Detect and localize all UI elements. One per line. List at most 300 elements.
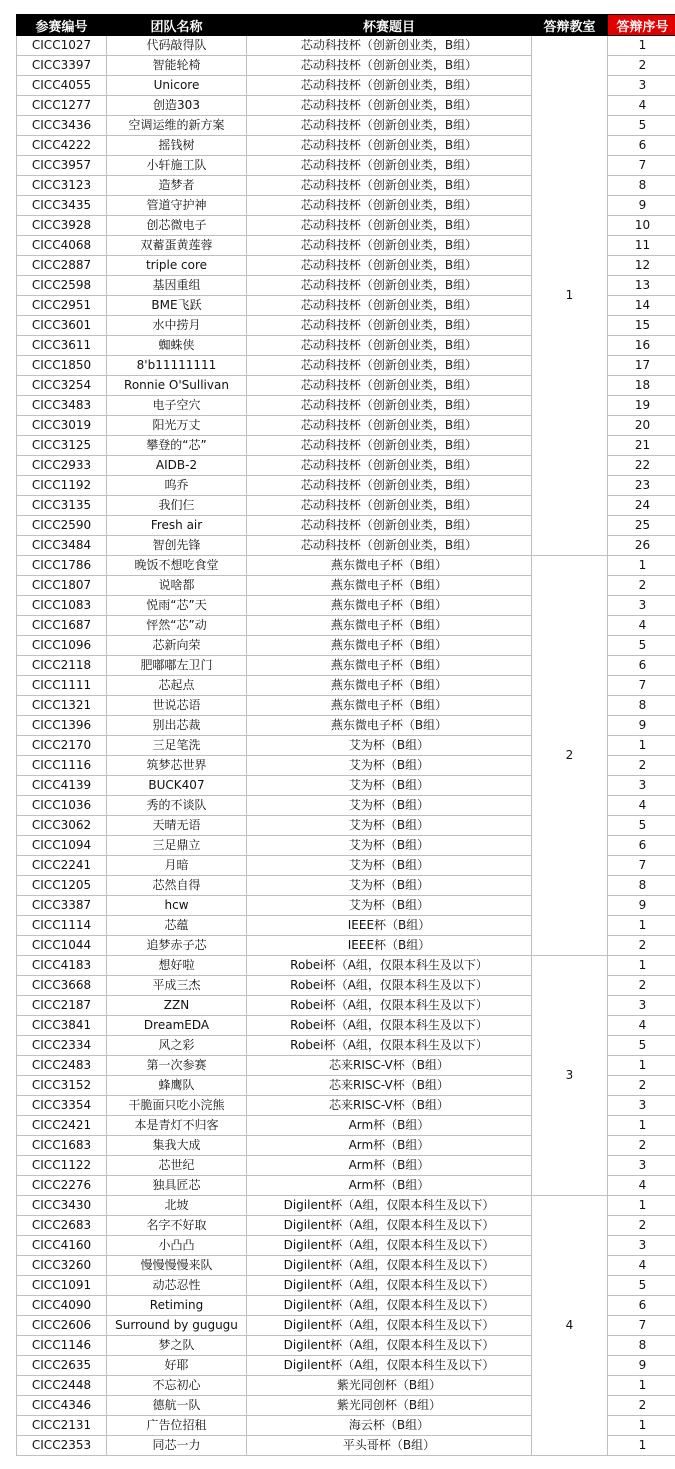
competition-cell: 芯动科技杯（创新创业类，B组） bbox=[247, 196, 532, 216]
competition-cell: 芯动科技杯（创新创业类，B组） bbox=[247, 296, 532, 316]
order-cell: 16 bbox=[608, 336, 675, 356]
competition-cell: Digilent杯（A组，仅限本科生及以下） bbox=[247, 1276, 532, 1296]
team-name-cell: 电子空穴 bbox=[107, 396, 247, 416]
order-cell: 1 bbox=[608, 36, 675, 56]
team-name-cell: 好耶 bbox=[107, 1356, 247, 1376]
team-name-cell: ZZN bbox=[107, 996, 247, 1016]
team-name-cell: 想好啦 bbox=[107, 956, 247, 976]
order-cell: 1 bbox=[608, 736, 675, 756]
team-name-cell: 代码敲得队 bbox=[107, 36, 247, 56]
order-cell: 1 bbox=[608, 1056, 675, 1076]
team-name-cell: 8'b11111111 bbox=[107, 356, 247, 376]
team-name-cell: 创造303 bbox=[107, 96, 247, 116]
competition-cell: Digilent杯（A组，仅限本科生及以下） bbox=[247, 1196, 532, 1216]
team-id-cell: CICC2448 bbox=[17, 1376, 107, 1396]
team-id-cell: CICC1122 bbox=[17, 1156, 107, 1176]
team-id-cell: CICC2241 bbox=[17, 856, 107, 876]
team-id-cell: CICC3125 bbox=[17, 436, 107, 456]
order-cell: 24 bbox=[608, 496, 675, 516]
team-name-cell: 我们仨 bbox=[107, 496, 247, 516]
team-id-cell: CICC1094 bbox=[17, 836, 107, 856]
team-name-cell: Unicore bbox=[107, 76, 247, 96]
team-name-cell: 广告位招租 bbox=[107, 1416, 247, 1436]
team-name-cell: 基因重组 bbox=[107, 276, 247, 296]
team-id-cell: CICC3135 bbox=[17, 496, 107, 516]
team-name-cell: Surround by gugugu bbox=[107, 1316, 247, 1336]
team-name-cell: 第一次参赛 bbox=[107, 1056, 247, 1076]
team-name-cell: 说啥都 bbox=[107, 576, 247, 596]
team-id-cell: CICC4346 bbox=[17, 1396, 107, 1416]
competition-cell: 艾为杯（B组） bbox=[247, 736, 532, 756]
competition-cell: 芯动科技杯（创新创业类，B组） bbox=[247, 536, 532, 556]
team-name-cell: 呜乔 bbox=[107, 476, 247, 496]
team-id-cell: CICC3354 bbox=[17, 1096, 107, 1116]
team-name-cell: 阳光万丈 bbox=[107, 416, 247, 436]
competition-cell: 芯动科技杯（创新创业类，B组） bbox=[247, 276, 532, 296]
order-cell: 4 bbox=[608, 796, 675, 816]
competition-cell: 芯动科技杯（创新创业类，B组） bbox=[247, 36, 532, 56]
order-cell: 5 bbox=[608, 816, 675, 836]
order-cell: 18 bbox=[608, 376, 675, 396]
competition-cell: 芯动科技杯（创新创业类，B组） bbox=[247, 156, 532, 176]
competition-cell: Arm杯（B组） bbox=[247, 1136, 532, 1156]
team-name-cell: 筑梦芯世界 bbox=[107, 756, 247, 776]
team-id-cell: CICC3483 bbox=[17, 396, 107, 416]
team-name-cell: 别出芯裁 bbox=[107, 716, 247, 736]
order-cell: 8 bbox=[608, 696, 675, 716]
team-id-cell: CICC1027 bbox=[17, 36, 107, 56]
competition-cell: 艾为杯（B组） bbox=[247, 816, 532, 836]
competition-cell: Robei杯（A组，仅限本科生及以下） bbox=[247, 976, 532, 996]
order-cell: 7 bbox=[608, 676, 675, 696]
order-cell: 3 bbox=[608, 76, 675, 96]
team-name-cell: 芯蕴 bbox=[107, 916, 247, 936]
team-name-cell: Retiming bbox=[107, 1296, 247, 1316]
team-id-cell: CICC4090 bbox=[17, 1296, 107, 1316]
competition-cell: 芯动科技杯（创新创业类，B组） bbox=[247, 476, 532, 496]
team-name-cell: 芯起点 bbox=[107, 676, 247, 696]
team-id-cell: CICC1083 bbox=[17, 596, 107, 616]
competition-cell: 芯动科技杯（创新创业类，B组） bbox=[247, 416, 532, 436]
team-id-cell: CICC3430 bbox=[17, 1196, 107, 1216]
team-name-cell: 悦雨“芯”天 bbox=[107, 596, 247, 616]
team-name-cell: 世说芯语 bbox=[107, 696, 247, 716]
competition-cell: 燕东微电子杯（B组） bbox=[247, 716, 532, 736]
order-cell: 14 bbox=[608, 296, 675, 316]
competition-cell: 芯来RISC-V杯（B组） bbox=[247, 1076, 532, 1096]
team-id-cell: CICC1687 bbox=[17, 616, 107, 636]
competition-cell: Arm杯（B组） bbox=[247, 1116, 532, 1136]
team-id-cell: CICC3668 bbox=[17, 976, 107, 996]
team-id-cell: CICC3436 bbox=[17, 116, 107, 136]
competition-cell: 燕东微电子杯（B组） bbox=[247, 676, 532, 696]
order-cell: 2 bbox=[608, 576, 675, 596]
order-cell: 5 bbox=[608, 636, 675, 656]
competition-cell: 芯动科技杯（创新创业类，B组） bbox=[247, 516, 532, 536]
room-cell: 1 bbox=[532, 36, 608, 556]
team-name-cell: 三足鼎立 bbox=[107, 836, 247, 856]
team-name-cell: 芯然自得 bbox=[107, 876, 247, 896]
order-cell: 1 bbox=[608, 1416, 675, 1436]
competition-cell: Digilent杯（A组，仅限本科生及以下） bbox=[247, 1316, 532, 1336]
team-name-cell: 蜘蛛侠 bbox=[107, 336, 247, 356]
team-id-cell: CICC3928 bbox=[17, 216, 107, 236]
competition-cell: 芯动科技杯（创新创业类，B组） bbox=[247, 396, 532, 416]
competition-cell: Arm杯（B组） bbox=[247, 1156, 532, 1176]
team-id-cell: CICC2887 bbox=[17, 256, 107, 276]
competition-cell: 芯动科技杯（创新创业类，B组） bbox=[247, 76, 532, 96]
team-name-cell: 攀登的“芯” bbox=[107, 436, 247, 456]
order-cell: 3 bbox=[608, 1156, 675, 1176]
team-id-cell: CICC2933 bbox=[17, 456, 107, 476]
team-name-cell: 管道守护神 bbox=[107, 196, 247, 216]
competition-cell: Robei杯（A组，仅限本科生及以下） bbox=[247, 996, 532, 1016]
competition-cell: 海云杯（B组） bbox=[247, 1416, 532, 1436]
order-cell: 6 bbox=[608, 656, 675, 676]
order-cell: 19 bbox=[608, 396, 675, 416]
order-cell: 8 bbox=[608, 1336, 675, 1356]
team-name-cell: 同芯一力 bbox=[107, 1436, 247, 1456]
order-cell: 11 bbox=[608, 236, 675, 256]
team-id-cell: CICC3387 bbox=[17, 896, 107, 916]
team-name-cell: BUCK407 bbox=[107, 776, 247, 796]
order-cell: 4 bbox=[608, 1256, 675, 1276]
team-id-cell: CICC1036 bbox=[17, 796, 107, 816]
competition-cell: 芯动科技杯（创新创业类，B组） bbox=[247, 116, 532, 136]
team-id-cell: CICC1396 bbox=[17, 716, 107, 736]
competition-cell: 芯动科技杯（创新创业类，B组） bbox=[247, 176, 532, 196]
team-name-cell: 摇钱树 bbox=[107, 136, 247, 156]
competition-cell: 芯动科技杯（创新创业类，B组） bbox=[247, 256, 532, 276]
order-cell: 3 bbox=[608, 996, 675, 1016]
team-id-cell: CICC2421 bbox=[17, 1116, 107, 1136]
order-cell: 5 bbox=[608, 1276, 675, 1296]
team-id-cell: CICC2334 bbox=[17, 1036, 107, 1056]
order-cell: 10 bbox=[608, 216, 675, 236]
team-name-cell: 三足笔洗 bbox=[107, 736, 247, 756]
team-id-cell: CICC2187 bbox=[17, 996, 107, 1016]
team-id-cell: CICC2635 bbox=[17, 1356, 107, 1376]
team-name-cell: hcw bbox=[107, 896, 247, 916]
competition-cell: 芯动科技杯（创新创业类，B组） bbox=[247, 376, 532, 396]
team-name-cell: BME飞跃 bbox=[107, 296, 247, 316]
team-id-cell: CICC1111 bbox=[17, 676, 107, 696]
order-cell: 20 bbox=[608, 416, 675, 436]
competition-cell: IEEE杯（B组） bbox=[247, 916, 532, 936]
order-cell: 2 bbox=[608, 976, 675, 996]
team-name-cell: 平成三杰 bbox=[107, 976, 247, 996]
team-id-cell: CICC3957 bbox=[17, 156, 107, 176]
team-id-cell: CICC4222 bbox=[17, 136, 107, 156]
order-cell: 1 bbox=[608, 1436, 675, 1456]
order-cell: 7 bbox=[608, 856, 675, 876]
order-cell: 12 bbox=[608, 256, 675, 276]
team-id-cell: CICC4068 bbox=[17, 236, 107, 256]
order-cell: 2 bbox=[608, 56, 675, 76]
competition-cell: Digilent杯（A组，仅限本科生及以下） bbox=[247, 1256, 532, 1276]
competition-cell: 芯来RISC-V杯（B组） bbox=[247, 1056, 532, 1076]
team-name-cell: 干脆面只吃小浣熊 bbox=[107, 1096, 247, 1116]
team-name-cell: triple core bbox=[107, 256, 247, 276]
header-room: 答辩教室 bbox=[532, 15, 608, 36]
room-cell: 4 bbox=[532, 1196, 608, 1456]
team-id-cell: CICC1044 bbox=[17, 936, 107, 956]
order-cell: 23 bbox=[608, 476, 675, 496]
order-cell: 2 bbox=[608, 1396, 675, 1416]
competition-cell: 紫光同创杯（B组） bbox=[247, 1376, 532, 1396]
team-id-cell: CICC2353 bbox=[17, 1436, 107, 1456]
competition-cell: 燕东微电子杯（B组） bbox=[247, 656, 532, 676]
team-id-cell: CICC4160 bbox=[17, 1236, 107, 1256]
team-id-cell: CICC1277 bbox=[17, 96, 107, 116]
order-cell: 7 bbox=[608, 156, 675, 176]
team-name-cell: 蜂鹰队 bbox=[107, 1076, 247, 1096]
order-cell: 2 bbox=[608, 936, 675, 956]
competition-cell: 芯动科技杯（创新创业类，B组） bbox=[247, 496, 532, 516]
competition-cell: IEEE杯（B组） bbox=[247, 936, 532, 956]
team-id-cell: CICC3123 bbox=[17, 176, 107, 196]
order-cell: 8 bbox=[608, 176, 675, 196]
competition-cell: 平头哥杯（B组） bbox=[247, 1436, 532, 1456]
team-id-cell: CICC1321 bbox=[17, 696, 107, 716]
team-id-cell: CICC3152 bbox=[17, 1076, 107, 1096]
header-order: 答辩序号 bbox=[608, 15, 675, 36]
competition-cell: 燕东微电子杯（B组） bbox=[247, 696, 532, 716]
competition-cell: 芯动科技杯（创新创业类，B组） bbox=[247, 96, 532, 116]
team-name-cell: 风之彩 bbox=[107, 1036, 247, 1056]
order-cell: 2 bbox=[608, 1136, 675, 1156]
team-name-cell: 智能轮椅 bbox=[107, 56, 247, 76]
team-name-cell: AIDB-2 bbox=[107, 456, 247, 476]
team-name-cell: 北坡 bbox=[107, 1196, 247, 1216]
team-name-cell: 不忘初心 bbox=[107, 1376, 247, 1396]
team-name-cell: 本是青灯不归客 bbox=[107, 1116, 247, 1136]
team-name-cell: 怦然“芯”动 bbox=[107, 616, 247, 636]
order-cell: 9 bbox=[608, 1356, 675, 1376]
competition-cell: 芯来RISC-V杯（B组） bbox=[247, 1096, 532, 1116]
team-id-cell: CICC1850 bbox=[17, 356, 107, 376]
team-id-cell: CICC1116 bbox=[17, 756, 107, 776]
team-id-cell: CICC2131 bbox=[17, 1416, 107, 1436]
competition-cell: Digilent杯（A组，仅限本科生及以下） bbox=[247, 1236, 532, 1256]
competition-cell: 艾为杯（B组） bbox=[247, 776, 532, 796]
header-team-id: 参赛编号 bbox=[17, 15, 107, 36]
competition-cell: 芯动科技杯（创新创业类，B组） bbox=[247, 136, 532, 156]
order-cell: 1 bbox=[608, 556, 675, 576]
team-name-cell: 月暗 bbox=[107, 856, 247, 876]
order-cell: 25 bbox=[608, 516, 675, 536]
team-id-cell: CICC1807 bbox=[17, 576, 107, 596]
header-competition: 杯赛题目 bbox=[247, 15, 532, 36]
team-id-cell: CICC1786 bbox=[17, 556, 107, 576]
team-id-cell: CICC4183 bbox=[17, 956, 107, 976]
team-name-cell: 集我大成 bbox=[107, 1136, 247, 1156]
team-name-cell: 肥嘟嘟左卫门 bbox=[107, 656, 247, 676]
order-cell: 9 bbox=[608, 896, 675, 916]
order-cell: 13 bbox=[608, 276, 675, 296]
competition-cell: 艾为杯（B组） bbox=[247, 896, 532, 916]
header-team-name: 团队名称 bbox=[107, 15, 247, 36]
team-id-cell: CICC2170 bbox=[17, 736, 107, 756]
order-cell: 1 bbox=[608, 956, 675, 976]
team-id-cell: CICC3062 bbox=[17, 816, 107, 836]
order-cell: 26 bbox=[608, 536, 675, 556]
team-id-cell: CICC3260 bbox=[17, 1256, 107, 1276]
order-cell: 1 bbox=[608, 916, 675, 936]
team-id-cell: CICC3435 bbox=[17, 196, 107, 216]
header-row bbox=[17, 15, 675, 36]
team-name-cell: 秀的不谈队 bbox=[107, 796, 247, 816]
competition-cell: Robei杯（A组，仅限本科生及以下） bbox=[247, 956, 532, 976]
team-name-cell: 造梦者 bbox=[107, 176, 247, 196]
order-cell: 3 bbox=[608, 1236, 675, 1256]
team-name-cell: 芯世纪 bbox=[107, 1156, 247, 1176]
order-cell: 6 bbox=[608, 836, 675, 856]
room-cell: 3 bbox=[532, 956, 608, 1196]
competition-cell: Digilent杯（A组，仅限本科生及以下） bbox=[247, 1356, 532, 1376]
team-id-cell: CICC2483 bbox=[17, 1056, 107, 1076]
order-cell: 7 bbox=[608, 1316, 675, 1336]
team-name-cell: 慢慢慢慢来队 bbox=[107, 1256, 247, 1276]
team-name-cell: DreamEDA bbox=[107, 1016, 247, 1036]
order-cell: 6 bbox=[608, 136, 675, 156]
order-cell: 4 bbox=[608, 1176, 675, 1196]
competition-cell: 艾为杯（B组） bbox=[247, 756, 532, 776]
competition-cell: 燕东微电子杯（B组） bbox=[247, 636, 532, 656]
competition-cell: 芯动科技杯（创新创业类，B组） bbox=[247, 456, 532, 476]
order-cell: 22 bbox=[608, 456, 675, 476]
competition-cell: 艾为杯（B组） bbox=[247, 876, 532, 896]
team-name-cell: 德航一队 bbox=[107, 1396, 247, 1416]
order-cell: 2 bbox=[608, 1216, 675, 1236]
competition-cell: 芯动科技杯（创新创业类，B组） bbox=[247, 56, 532, 76]
order-cell: 4 bbox=[608, 616, 675, 636]
team-id-cell: CICC1146 bbox=[17, 1336, 107, 1356]
team-id-cell: CICC1096 bbox=[17, 636, 107, 656]
team-name-cell: 名字不好取 bbox=[107, 1216, 247, 1236]
competition-cell: 燕东微电子杯（B组） bbox=[247, 596, 532, 616]
order-cell: 15 bbox=[608, 316, 675, 336]
team-name-cell: 芯新向荣 bbox=[107, 636, 247, 656]
table-row bbox=[17, 36, 675, 56]
competition-cell: 芯动科技杯（创新创业类，B组） bbox=[247, 356, 532, 376]
order-cell: 4 bbox=[608, 96, 675, 116]
order-cell: 9 bbox=[608, 196, 675, 216]
team-id-cell: CICC2598 bbox=[17, 276, 107, 296]
order-cell: 5 bbox=[608, 1036, 675, 1056]
team-name-cell: 追梦赤子芯 bbox=[107, 936, 247, 956]
competition-cell: Arm杯（B组） bbox=[247, 1176, 532, 1196]
order-cell: 9 bbox=[608, 716, 675, 736]
competition-cell: 芯动科技杯（创新创业类，B组） bbox=[247, 436, 532, 456]
team-name-cell: 小凸凸 bbox=[107, 1236, 247, 1256]
team-id-cell: CICC1683 bbox=[17, 1136, 107, 1156]
order-cell: 3 bbox=[608, 596, 675, 616]
team-id-cell: CICC2683 bbox=[17, 1216, 107, 1236]
team-id-cell: CICC2590 bbox=[17, 516, 107, 536]
team-id-cell: CICC2118 bbox=[17, 656, 107, 676]
table-row bbox=[17, 1196, 675, 1216]
team-name-cell: Fresh air bbox=[107, 516, 247, 536]
competition-cell: Digilent杯（A组，仅限本科生及以下） bbox=[247, 1336, 532, 1356]
team-name-cell: Ronnie O'Sullivan bbox=[107, 376, 247, 396]
team-name-cell: 智创先锋 bbox=[107, 536, 247, 556]
competition-cell: 芯动科技杯（创新创业类，B组） bbox=[247, 336, 532, 356]
team-name-cell: 双蓄蛋黄莲蓉 bbox=[107, 236, 247, 256]
competition-cell: 芯动科技杯（创新创业类，B组） bbox=[247, 316, 532, 336]
order-cell: 1 bbox=[608, 1196, 675, 1216]
room-cell: 2 bbox=[532, 556, 608, 956]
table-body bbox=[17, 36, 675, 1456]
competition-cell: 燕东微电子杯（B组） bbox=[247, 556, 532, 576]
team-id-cell: CICC3484 bbox=[17, 536, 107, 556]
team-name-cell: 空调运维的新方案 bbox=[107, 116, 247, 136]
order-cell: 2 bbox=[608, 756, 675, 776]
table-row bbox=[17, 956, 675, 976]
competition-cell: Robei杯（A组，仅限本科生及以下） bbox=[247, 1016, 532, 1036]
table-row bbox=[17, 556, 675, 576]
order-cell: 5 bbox=[608, 116, 675, 136]
team-id-cell: CICC1091 bbox=[17, 1276, 107, 1296]
competition-cell: 艾为杯（B组） bbox=[247, 836, 532, 856]
team-id-cell: CICC1192 bbox=[17, 476, 107, 496]
team-id-cell: CICC1114 bbox=[17, 916, 107, 936]
team-name-cell: 小轩施工队 bbox=[107, 156, 247, 176]
team-id-cell: CICC2951 bbox=[17, 296, 107, 316]
competition-cell: 芯动科技杯（创新创业类，B组） bbox=[247, 236, 532, 256]
team-name-cell: 天晴无语 bbox=[107, 816, 247, 836]
order-cell: 2 bbox=[608, 1076, 675, 1096]
team-id-cell: CICC3254 bbox=[17, 376, 107, 396]
team-id-cell: CICC1205 bbox=[17, 876, 107, 896]
competition-cell: 芯动科技杯（创新创业类，B组） bbox=[247, 216, 532, 236]
order-cell: 1 bbox=[608, 1116, 675, 1136]
team-id-cell: CICC2606 bbox=[17, 1316, 107, 1336]
team-id-cell: CICC4055 bbox=[17, 76, 107, 96]
competition-cell: 艾为杯（B组） bbox=[247, 796, 532, 816]
schedule-sheet bbox=[16, 14, 669, 1456]
order-cell: 4 bbox=[608, 1016, 675, 1036]
team-name-cell: 梦之队 bbox=[107, 1336, 247, 1356]
order-cell: 21 bbox=[608, 436, 675, 456]
order-cell: 1 bbox=[608, 1376, 675, 1396]
team-id-cell: CICC3019 bbox=[17, 416, 107, 436]
team-name-cell: 独具匠芯 bbox=[107, 1176, 247, 1196]
team-id-cell: CICC4139 bbox=[17, 776, 107, 796]
defense-schedule-table bbox=[16, 14, 675, 1456]
order-cell: 17 bbox=[608, 356, 675, 376]
competition-cell: 艾为杯（B组） bbox=[247, 856, 532, 876]
team-name-cell: 动芯忍性 bbox=[107, 1276, 247, 1296]
team-id-cell: CICC3397 bbox=[17, 56, 107, 76]
order-cell: 3 bbox=[608, 776, 675, 796]
team-name-cell: 创芯微电子 bbox=[107, 216, 247, 236]
team-id-cell: CICC2276 bbox=[17, 1176, 107, 1196]
competition-cell: Digilent杯（A组，仅限本科生及以下） bbox=[247, 1216, 532, 1236]
team-id-cell: CICC3841 bbox=[17, 1016, 107, 1036]
team-id-cell: CICC3601 bbox=[17, 316, 107, 336]
competition-cell: 燕东微电子杯（B组） bbox=[247, 576, 532, 596]
team-name-cell: 晚饭不想吃食堂 bbox=[107, 556, 247, 576]
order-cell: 8 bbox=[608, 876, 675, 896]
order-cell: 6 bbox=[608, 1296, 675, 1316]
competition-cell: 紫光同创杯（B组） bbox=[247, 1396, 532, 1416]
competition-cell: Robei杯（A组，仅限本科生及以下） bbox=[247, 1036, 532, 1056]
team-name-cell: 水中捞月 bbox=[107, 316, 247, 336]
team-id-cell: CICC3611 bbox=[17, 336, 107, 356]
competition-cell: Digilent杯（A组，仅限本科生及以下） bbox=[247, 1296, 532, 1316]
competition-cell: 燕东微电子杯（B组） bbox=[247, 616, 532, 636]
